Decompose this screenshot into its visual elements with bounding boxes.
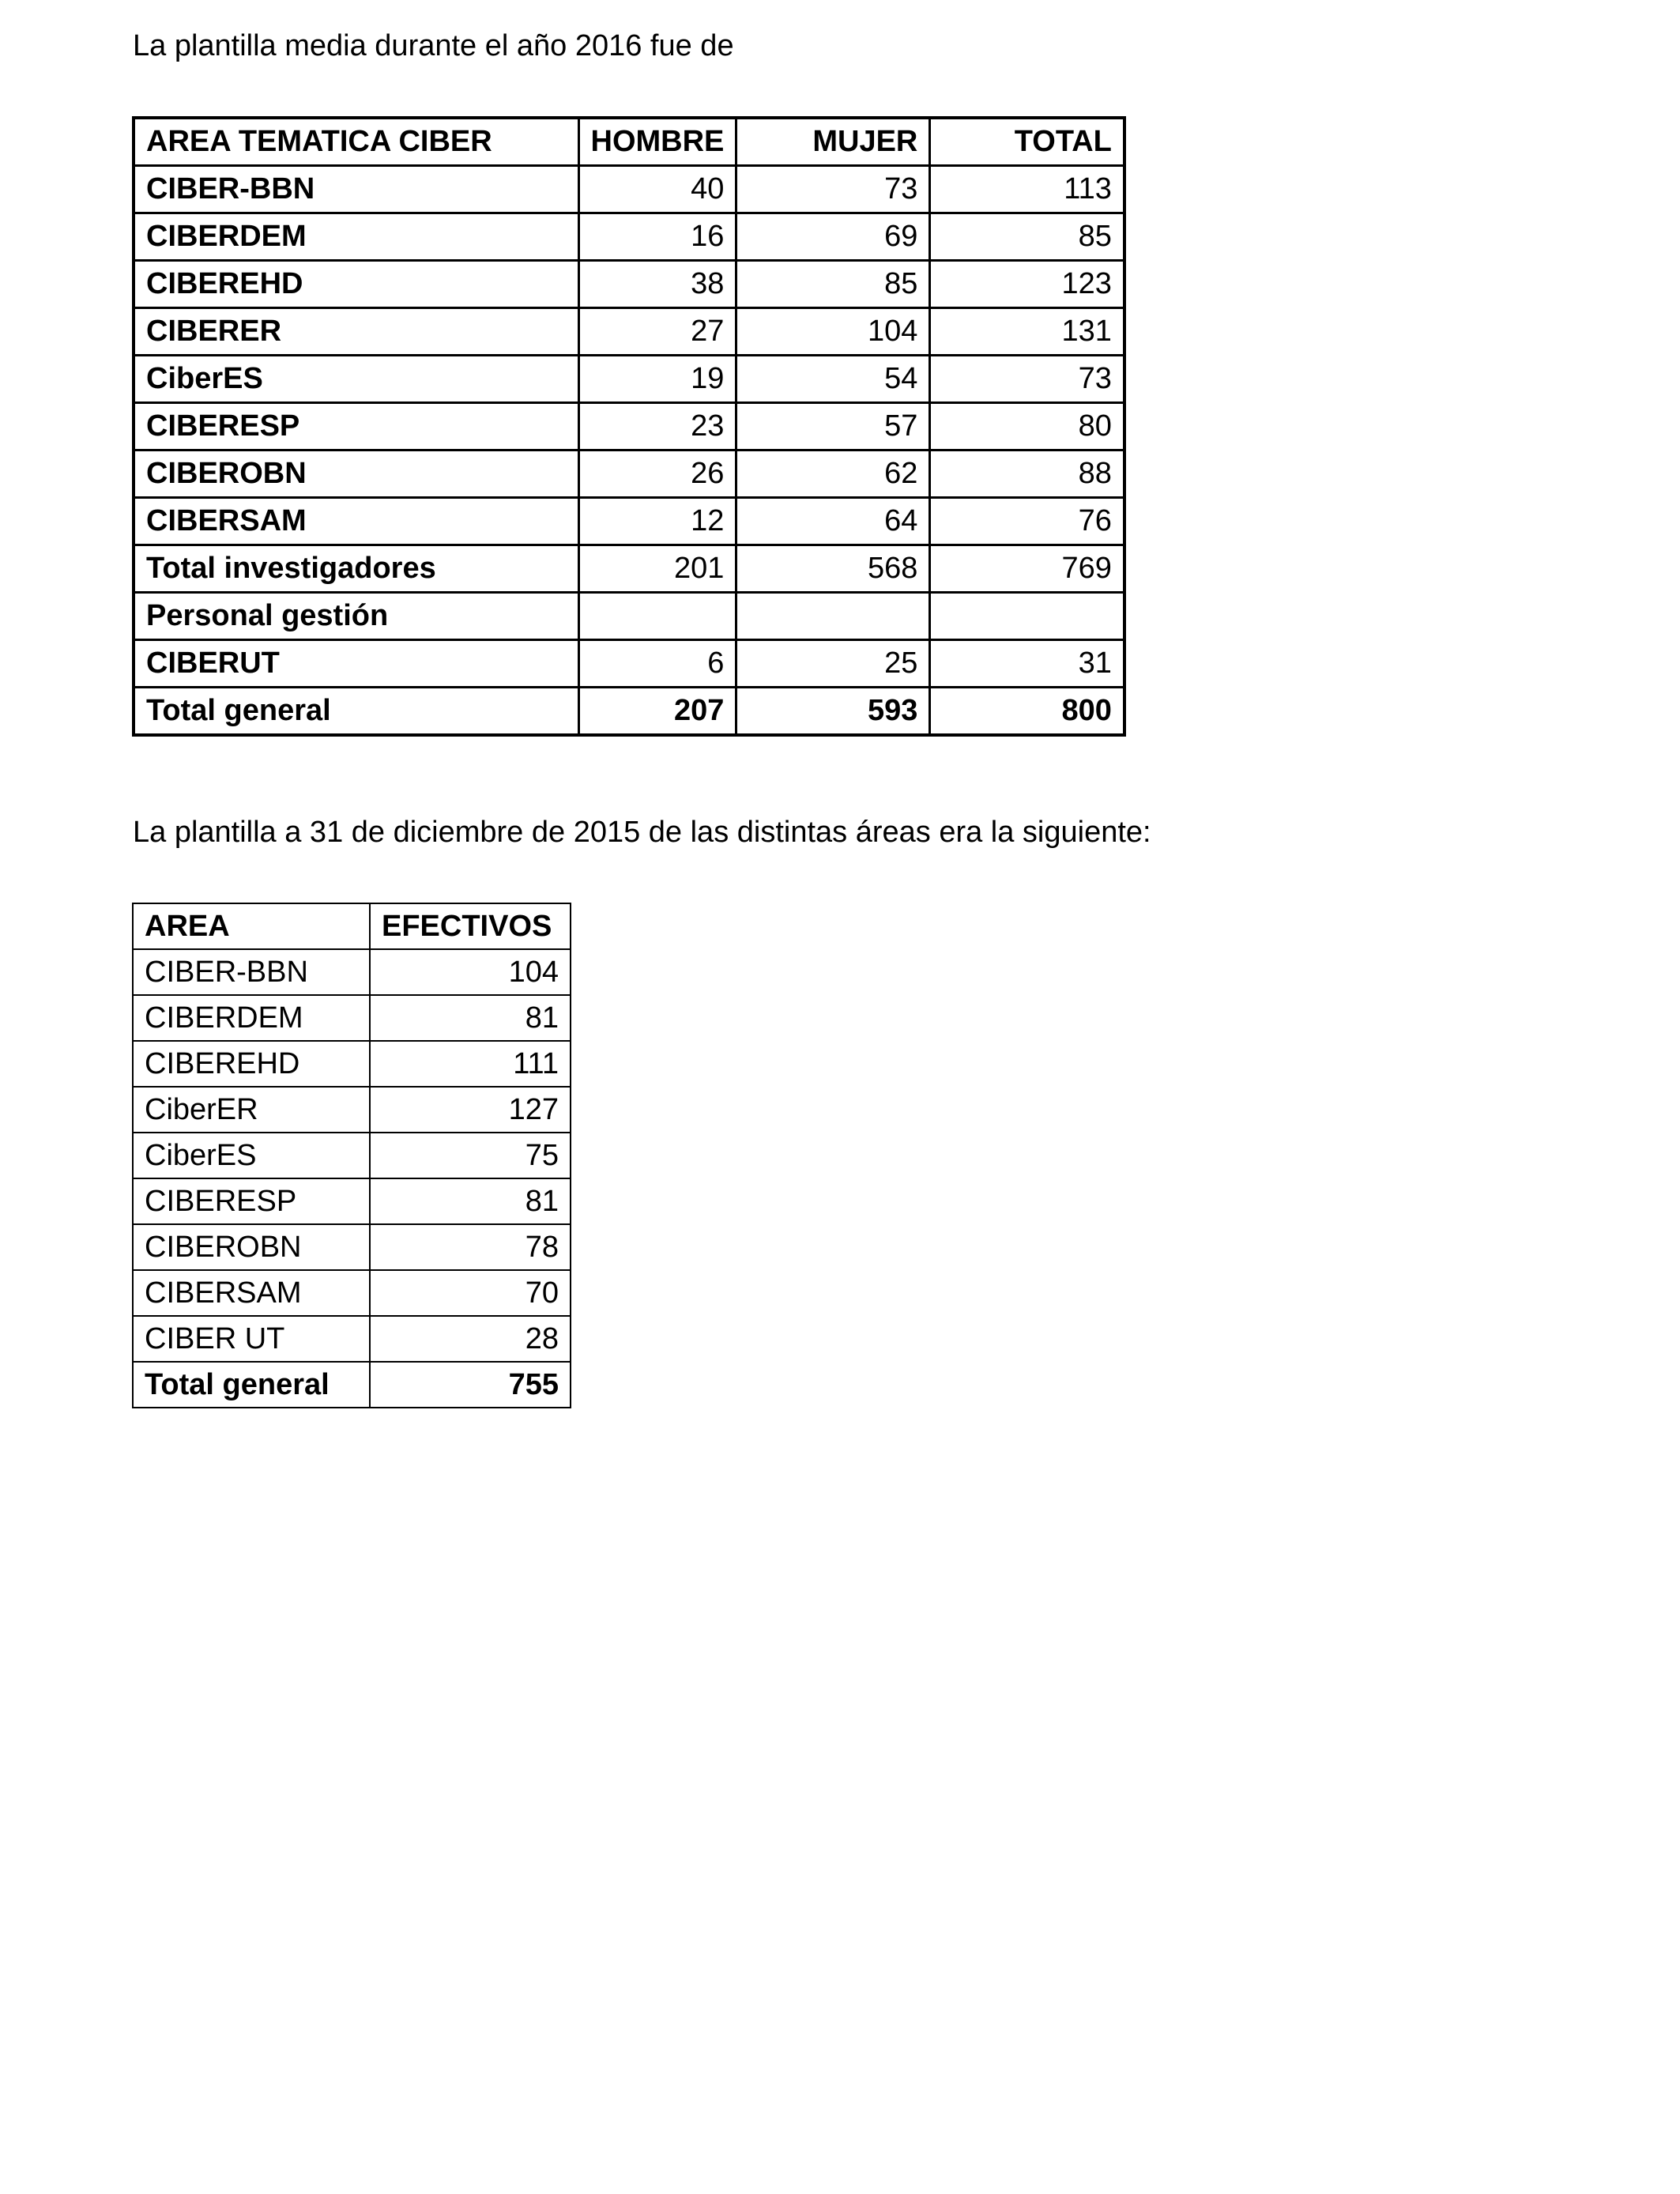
mujer-cell: 593 [736,688,930,736]
efectivos-cell: 28 [370,1316,571,1362]
area-cell: CIBERDEM [134,213,578,261]
table-header-row [134,118,1124,166]
area-cell: CIBER-BBN [134,166,578,213]
efectivos-cell: 127 [370,1087,571,1133]
grand-total-row [133,1362,571,1408]
total-cell: 80 [930,403,1124,450]
column-header-efectivos: EFECTIVOS [370,903,571,949]
hombre-cell: 23 [578,403,736,450]
area-cell: CIBERUT [134,640,578,688]
area-cell: Total general [134,688,578,736]
efectivos-cell: 104 [370,949,571,995]
area-cell: CiberER [133,1087,370,1133]
table-row [133,1133,571,1178]
mujer-cell: 57 [736,403,930,450]
column-header-total: TOTAL [930,118,1124,166]
table-row [133,1270,571,1316]
area-cell: Total general [133,1362,370,1408]
column-header-area: AREA TEMATICA CIBER [134,118,578,166]
column-header-hombre: HOMBRE [578,118,736,166]
table-row [134,450,1124,498]
total-cell: 113 [930,166,1124,213]
hombre-cell: 207 [578,688,736,736]
table-row [134,640,1124,688]
table-header-row [133,903,571,949]
area-cell: CIBERER [134,308,578,356]
table-row [133,1178,571,1224]
mujer-cell: 73 [736,166,930,213]
hombre-cell: 12 [578,498,736,545]
total-cell: 73 [930,356,1124,403]
mujer-cell: 69 [736,213,930,261]
mujer-cell: 104 [736,308,930,356]
efectivos-cell: 81 [370,995,571,1041]
mujer-cell: 25 [736,640,930,688]
efectivos-cell: 78 [370,1224,571,1270]
mujer-cell: 568 [736,545,930,593]
table-row [134,308,1124,356]
mujer-cell: 54 [736,356,930,403]
subtotal-row [134,545,1124,593]
staff-2016-table [132,116,1126,737]
total-cell: 88 [930,450,1124,498]
total-cell: 31 [930,640,1124,688]
area-cell: CIBERSAM [134,498,578,545]
area-cell: CiberES [134,356,578,403]
mujer-cell: 62 [736,450,930,498]
efectivos-cell: 111 [370,1041,571,1087]
intro-2016-text: La plantilla media durante el año 2016 fue de [133,29,734,62]
area-cell: CIBEROBN [134,450,578,498]
area-cell: Total investigadores [134,545,578,593]
table-row [134,261,1124,308]
total-cell: 131 [930,308,1124,356]
area-cell: CIBEREHD [133,1041,370,1087]
column-header-area: AREA [133,903,370,949]
section-row [134,593,1124,640]
hombre-cell: 40 [578,166,736,213]
efectivos-cell: 70 [370,1270,571,1316]
staff-2015-table [132,903,571,1408]
total-cell: 123 [930,261,1124,308]
mujer-cell: 64 [736,498,930,545]
table-row [134,213,1124,261]
area-cell: CIBERESP [133,1178,370,1224]
area-cell: CiberES [133,1133,370,1178]
efectivos-cell: 75 [370,1133,571,1178]
table-row [134,498,1124,545]
efectivos-cell: 81 [370,1178,571,1224]
efectivos-cell: 755 [370,1362,571,1408]
area-cell: CIBER UT [133,1316,370,1362]
table-row [133,949,571,995]
hombre-cell: 201 [578,545,736,593]
total-cell: 769 [930,545,1124,593]
total-cell: 85 [930,213,1124,261]
table-row [134,166,1124,213]
table-row [133,1224,571,1270]
intro-2015-text: La plantilla a 31 de diciembre de 2015 de las distintas áreas era la siguiente: [133,816,1151,849]
table-row [133,995,571,1041]
hombre-cell: 26 [578,450,736,498]
total-cell: 800 [930,688,1124,736]
table-row [133,1087,571,1133]
column-header-mujer: MUJER [736,118,930,166]
area-cell: CIBERSAM [133,1270,370,1316]
mujer-cell [736,593,930,640]
hombre-cell: 27 [578,308,736,356]
total-cell [930,593,1124,640]
area-cell: CIBEREHD [134,261,578,308]
table-row [134,403,1124,450]
hombre-cell: 6 [578,640,736,688]
hombre-cell: 38 [578,261,736,308]
total-cell: 76 [930,498,1124,545]
mujer-cell: 85 [736,261,930,308]
hombre-cell: 16 [578,213,736,261]
area-cell: CIBEROBN [133,1224,370,1270]
table-row [134,356,1124,403]
hombre-cell [578,593,736,640]
area-cell: CIBER-BBN [133,949,370,995]
area-cell: CIBERDEM [133,995,370,1041]
table-row [133,1316,571,1362]
area-cell: Personal gestión [134,593,578,640]
table-row [133,1041,571,1087]
hombre-cell: 19 [578,356,736,403]
area-cell: CIBERESP [134,403,578,450]
grand-total-row [134,688,1124,736]
